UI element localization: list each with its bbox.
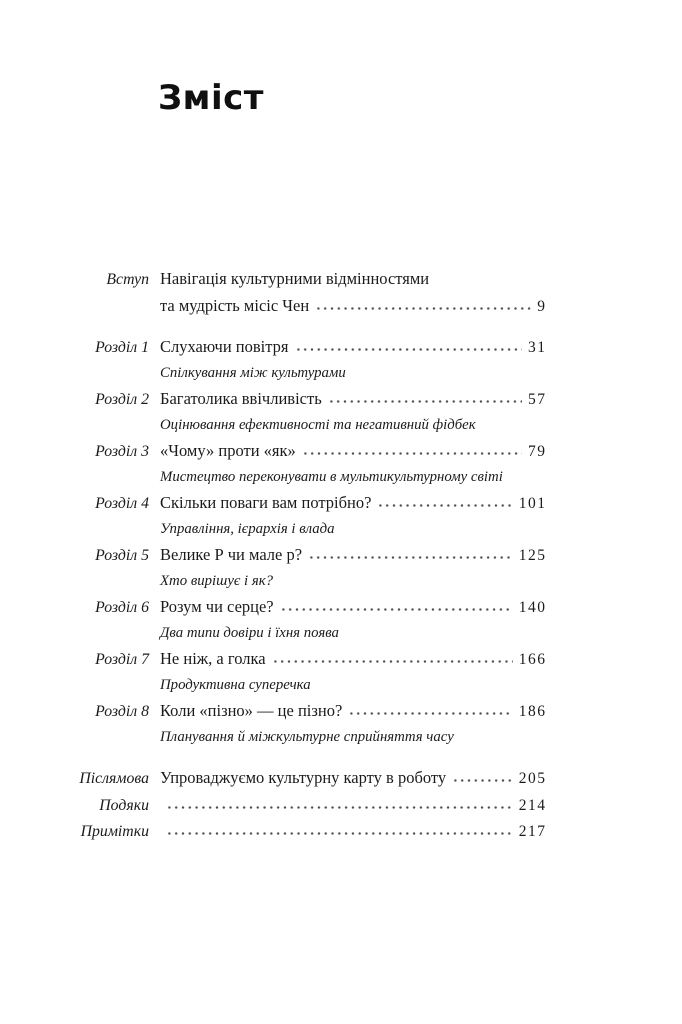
dotted-leader: [328, 399, 522, 404]
toc-row: [55, 438, 545, 465]
toc-title: Упроваджуємо культурну карту в роботу: [160, 768, 447, 787]
toc-subtitle: Спілкування між культурами: [160, 364, 346, 381]
dotted-leader: [272, 659, 513, 664]
dotted-leader: [295, 347, 522, 352]
toc-subtitle: Оцінювання ефективності та негативний фідбек: [160, 416, 476, 433]
toc-title-line2: та мудрість місіс Чен: [160, 295, 310, 315]
toc-chapters: [55, 334, 545, 750]
toc-title: Багатолика ввічливість: [160, 389, 322, 408]
toc-row: [55, 569, 545, 595]
dotted-leader: [348, 711, 512, 716]
toc-page-number: 205: [518, 770, 547, 787]
toc-main: [160, 361, 545, 387]
toc-entry: [55, 819, 545, 846]
dotted-leader: [377, 503, 512, 508]
toc-back-matter: [55, 765, 545, 846]
toc-label: Розділ 3: [95, 443, 149, 460]
toc-row: [55, 334, 545, 361]
toc-page-number: 125: [518, 547, 547, 564]
toc-label: Розділ 6: [95, 599, 149, 616]
toc-main: [160, 819, 545, 846]
dotted-leader: [166, 805, 513, 810]
toc-main: [160, 334, 545, 361]
toc-entry: [55, 386, 545, 438]
toc-entry: [55, 438, 545, 490]
toc-label: Розділ 8: [95, 703, 149, 720]
toc-main: [160, 465, 545, 491]
toc-page-number: 9: [537, 297, 547, 315]
toc-subtitle: Планування й міжкультурне сприйняття часу: [160, 728, 454, 745]
toc-row: [55, 361, 545, 387]
toc-page-number: 166: [518, 651, 547, 668]
toc-label: Вступ: [106, 271, 149, 288]
toc-row: [55, 673, 545, 699]
toc-main: [160, 438, 545, 465]
toc-row: [55, 621, 545, 647]
toc-row: [55, 293, 545, 320]
toc-page-number: 214: [518, 796, 547, 814]
toc-page-number: 101: [518, 495, 547, 512]
toc-page-number: 57: [528, 391, 547, 408]
toc-entry: [55, 490, 545, 542]
toc-page-number: 140: [518, 599, 547, 616]
toc-main: [160, 621, 545, 647]
toc-entry: [55, 765, 545, 793]
toc-row: [55, 413, 545, 439]
toc-page-number: 31: [528, 339, 547, 356]
toc-subtitle: Управління, ієрархія і влада: [160, 520, 335, 537]
toc-label: Післямова: [79, 770, 149, 787]
toc-entry: [55, 698, 545, 750]
toc-label: Розділ 4: [95, 495, 149, 512]
toc-title: Розум чи серце?: [160, 597, 274, 616]
toc-main: [160, 725, 545, 751]
toc-entry: [55, 646, 545, 698]
dotted-leader: [308, 555, 513, 560]
toc-subtitle: Продуктивна суперечка: [160, 676, 311, 693]
toc-row: [55, 465, 545, 491]
toc-main: [160, 765, 545, 793]
toc-entry-intro: [55, 266, 545, 319]
toc-main: [160, 698, 545, 725]
toc-main: [160, 490, 545, 517]
toc-main: [160, 673, 545, 699]
toc-page-number: 186: [518, 703, 547, 720]
dotted-leader: [315, 306, 531, 311]
toc-row: [55, 490, 545, 517]
dotted-leader: [280, 607, 513, 612]
toc-row: [55, 646, 545, 673]
toc-main: [160, 517, 545, 543]
toc-page-number: 79: [528, 443, 547, 460]
toc-entry: [55, 793, 545, 820]
toc-row: [55, 517, 545, 543]
toc-main: [160, 293, 545, 320]
toc-entry: [55, 594, 545, 646]
table-of-contents: [55, 266, 545, 846]
toc-label: Розділ 2: [95, 391, 149, 408]
dotted-leader: [302, 451, 522, 456]
toc-main: [160, 646, 545, 673]
toc-row: [55, 594, 545, 621]
toc-subtitle: Хто вирішує і як?: [160, 572, 274, 589]
toc-main: [160, 793, 545, 820]
toc-label: Розділ 1: [95, 339, 149, 356]
toc-main: [160, 386, 545, 413]
toc-main: [160, 569, 545, 595]
toc-page-number: 217: [518, 823, 547, 840]
toc-label: Примітки: [80, 823, 149, 840]
toc-subtitle: Мистецтво переконувати в мультикультурному світі: [160, 468, 503, 485]
dotted-leader: [452, 778, 513, 783]
toc-row: [55, 542, 545, 569]
toc-row: [55, 266, 545, 293]
toc-title: Не ніж, а голка: [160, 649, 266, 668]
page-title: Зміст: [158, 78, 264, 118]
toc-row: [55, 698, 545, 725]
dotted-leader: [166, 831, 513, 836]
toc-title: Велике Р чи мале р?: [160, 545, 303, 564]
toc-title: Слухаючи повітря: [160, 337, 289, 356]
toc-entry: [55, 542, 545, 594]
toc-label: Розділ 7: [95, 651, 149, 668]
toc-label: Розділ 5: [95, 547, 149, 564]
toc-title: «Чому» проти «як»: [160, 441, 296, 460]
toc-label: Подяки: [99, 796, 149, 814]
toc-title-line1: Навігація культурними відмінностями: [160, 269, 430, 288]
toc-main: [160, 594, 545, 621]
toc-main: [160, 266, 545, 292]
toc-subtitle: Два типи довіри і їхня поява: [160, 624, 339, 641]
toc-main: [160, 413, 545, 439]
toc-row: [55, 386, 545, 413]
toc-title: Скільки поваги вам потрібно?: [160, 493, 372, 512]
toc-title: Коли «пізно» — це пізно?: [160, 701, 343, 720]
toc-entry: [55, 334, 545, 386]
toc-row: [55, 725, 545, 751]
toc-main: [160, 542, 545, 569]
